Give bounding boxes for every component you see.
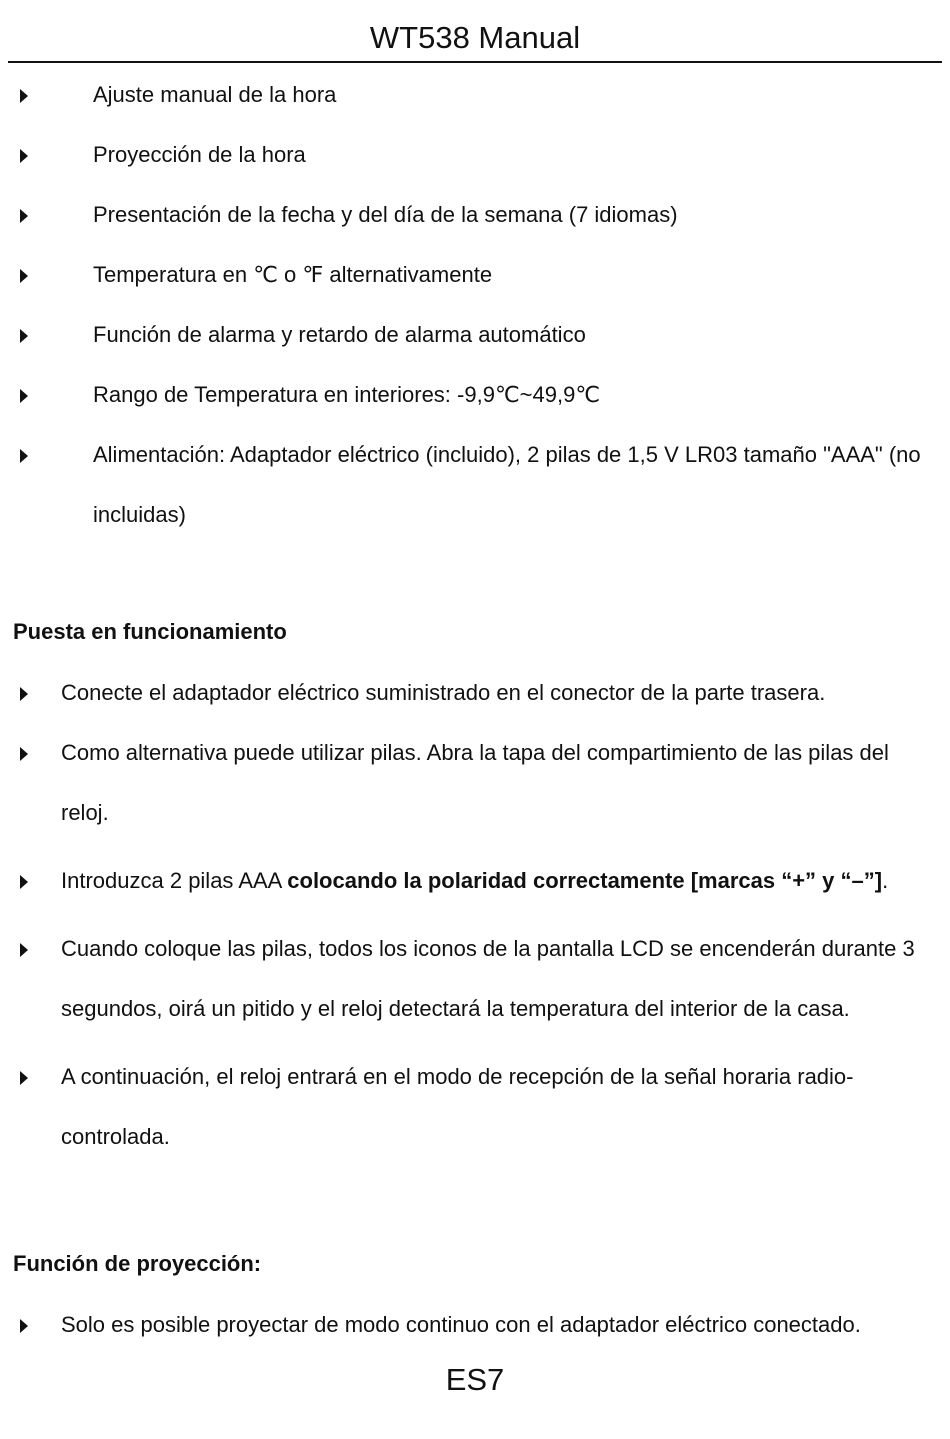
section-heading-setup: Puesta en funcionamiento (13, 619, 287, 644)
triangle-bullet-icon (20, 875, 28, 889)
list-item (0, 919, 950, 1039)
list-item (0, 185, 950, 245)
list-item (0, 663, 950, 723)
setup-text: Introduzca 2 pilas AAA (61, 868, 288, 893)
triangle-bullet-icon (20, 329, 28, 343)
setup-text: Conecte el adaptador eléctrico suministrado en el conector de la parte trasera. (61, 680, 826, 705)
features-list (0, 65, 950, 545)
projection-list (0, 1295, 950, 1355)
list-item (0, 65, 950, 125)
triangle-bullet-icon (20, 449, 28, 463)
section-heading-projection: Función de proyección: (13, 1251, 262, 1276)
page-number: ES7 (445, 1362, 505, 1397)
setup-text: Como alternativa puede utilizar pilas. Abra la tapa del compartimiento de las pilas del reloj. (61, 740, 889, 825)
setup-text-end: . (882, 868, 889, 893)
triangle-bullet-icon (20, 1071, 28, 1085)
triangle-bullet-icon (20, 149, 28, 163)
triangle-bullet-icon (20, 89, 28, 103)
list-item (0, 365, 950, 425)
triangle-bullet-icon (20, 687, 28, 701)
setup-text: A continuación, el reloj entrará en el modo de recepción de la señal horaria radio-controlada. (61, 1064, 854, 1149)
projection-text: Solo es posible proyectar de modo continuo con el adaptador eléctrico conectado. (61, 1312, 861, 1337)
header-divider (8, 61, 942, 63)
setup-text-emphasis: colocando la polaridad correctamente [marcas “+” y “–”] (287, 868, 883, 893)
feature-text: Presentación de la fecha y del día de la semana (7 idiomas) (93, 202, 678, 227)
setup-text: Cuando coloque las pilas, todos los iconos de la pantalla LCD se encenderán durante 3 segundos, oirá un pitido y el reloj detectará la temperatura del interior de la casa. (61, 936, 915, 1021)
triangle-bullet-icon (20, 943, 28, 957)
triangle-bullet-icon (20, 747, 28, 761)
feature-text: Proyección de la hora (93, 142, 306, 167)
triangle-bullet-icon (20, 1319, 28, 1333)
feature-text: Función de alarma y retardo de alarma automático (93, 322, 586, 347)
feature-text: Ajuste manual de la hora (93, 82, 337, 107)
list-item (0, 305, 950, 365)
list-item (0, 1047, 950, 1167)
list-item (0, 1295, 950, 1355)
triangle-bullet-icon (20, 389, 28, 403)
list-item (0, 723, 950, 843)
setup-list (0, 663, 950, 1167)
feature-text: Rango de Temperatura en interiores: -9,9℃~49,9℃ (93, 382, 601, 407)
list-item (0, 245, 950, 305)
page-header-title: WT538 Manual (369, 20, 581, 55)
list-item (0, 851, 950, 911)
triangle-bullet-icon (20, 269, 28, 283)
list-item (0, 125, 950, 185)
list-item (0, 425, 950, 545)
feature-text: Alimentación: Adaptador eléctrico (incluido), 2 pilas de 1,5 V LR03 tamaño "AAA" (no incluidas) (93, 442, 921, 527)
feature-text: Temperatura en ℃ o ℉ alternativamente (93, 262, 493, 287)
triangle-bullet-icon (20, 209, 28, 223)
